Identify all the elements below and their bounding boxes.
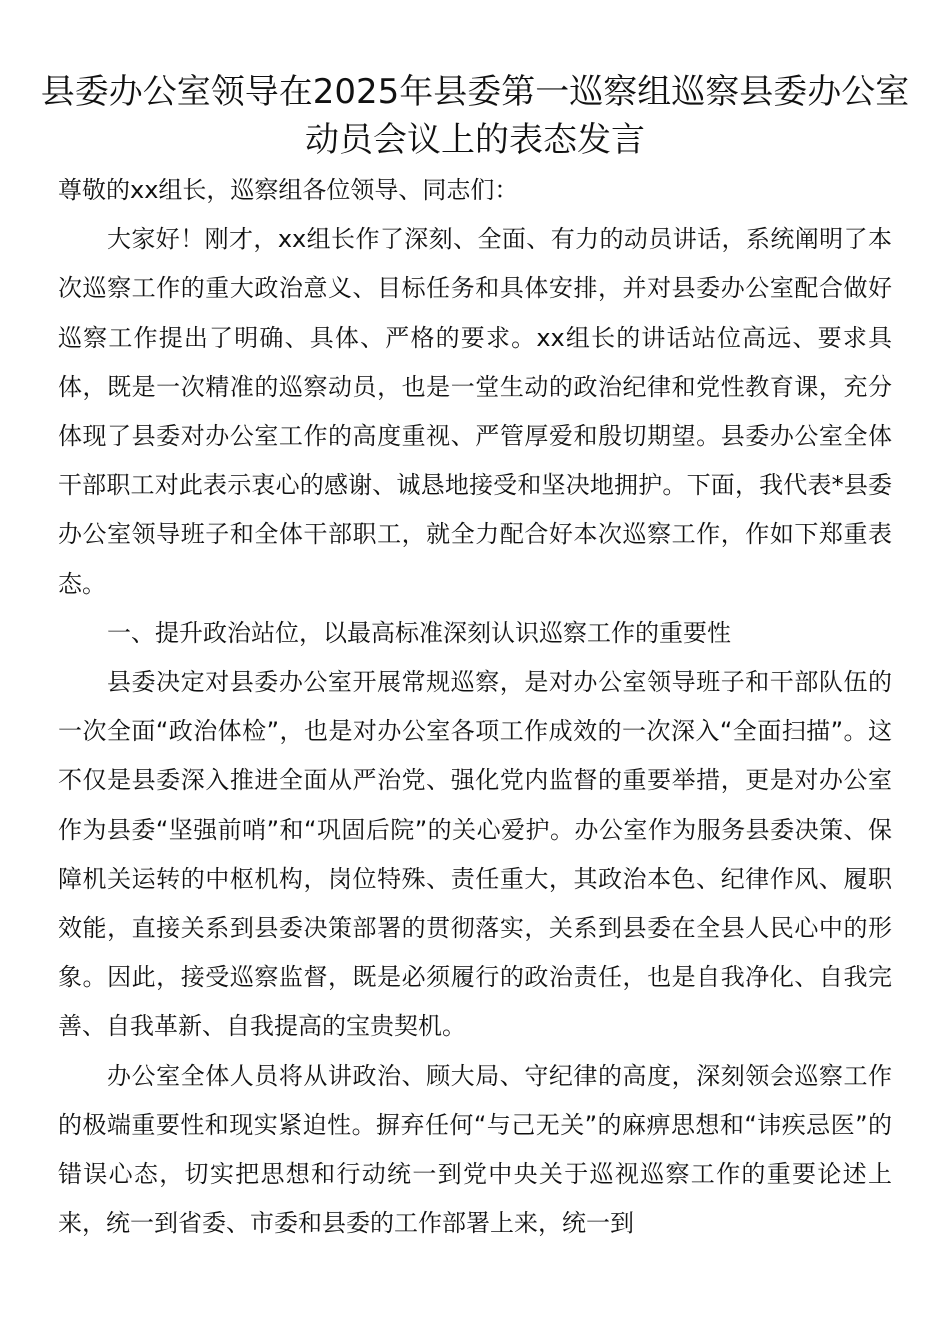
paragraph-opening: 大家好！刚才，xx组长作了深刻、全面、有力的动员讲话，系统阐明了本次巡察工作的重大政治意义、目标任务和具体安排，并对县委办公室配合做好巡察工作提出了明确、具体、严格的要求。xx组长的讲话站位高远、要求具体，既是一次精准的巡察动员，也是一堂生动的政治纪律和党性教育课，充分体现了县委对办公室工作的高度重视、严管厚爱和殷切期望。县委办公室全体干部职工对此表示衷心的感谢、诚恳地接受和坚决地拥护。下面，我代表*县委办公室领导班子和全体干部职工，就全力配合好本次巡察工作，作如下郑重表态。: [58, 225, 892, 598]
paragraph-section-1-a: 县委决定对县委办公室开展常规巡察，是对办公室领导班子和干部队伍的一次全面“政治体检”，也是对办公室各项工作成效的一次深入“全面扫描”。这不仅是县委深入推进全面从严治党、强化党内监督的重要举措，更是对办公室作为县委“坚强前哨”和“巩固后院”的关心爱护。办公室作为服务县委决策、保障机关运转的中枢机构，岗位特殊、责任重大，其政治本色、纪律作风、履职效能，直接关系到县委决策部署的贯彻落实，关系到县委在全县人民心中的形象。因此，接受巡察监督，既是必须履行的政治责任，也是自我净化、自我完善、自我革新、自我提高的宝贵契机。: [58, 668, 892, 1041]
document-body: [58, 166, 892, 1248]
paragraph-section-1-b: 办公室全体人员将从讲政治、顾大局、守纪律的高度，深刻领会巡察工作的极端重要性和现实紧迫性。摒弃任何“与己无关”的麻痹思想和“讳疾忌医”的错误心态，切实把思想和行动统一到党中央关于巡视巡察工作的重要论述上来，统一到省委、市委和县委的工作部署上来，统一到: [58, 1061, 892, 1238]
salutation: 尊敬的xx组长，巡察组各位领导、同志们：: [58, 176, 519, 204]
section-heading-1: 一、提升政治站位，以最高标准深刻认识巡察工作的重要性: [107, 618, 731, 647]
document-title: 县委办公室领导在2025年县委第一巡察组巡察县委办公室动员会议上的表态发言: [40, 72, 910, 160]
